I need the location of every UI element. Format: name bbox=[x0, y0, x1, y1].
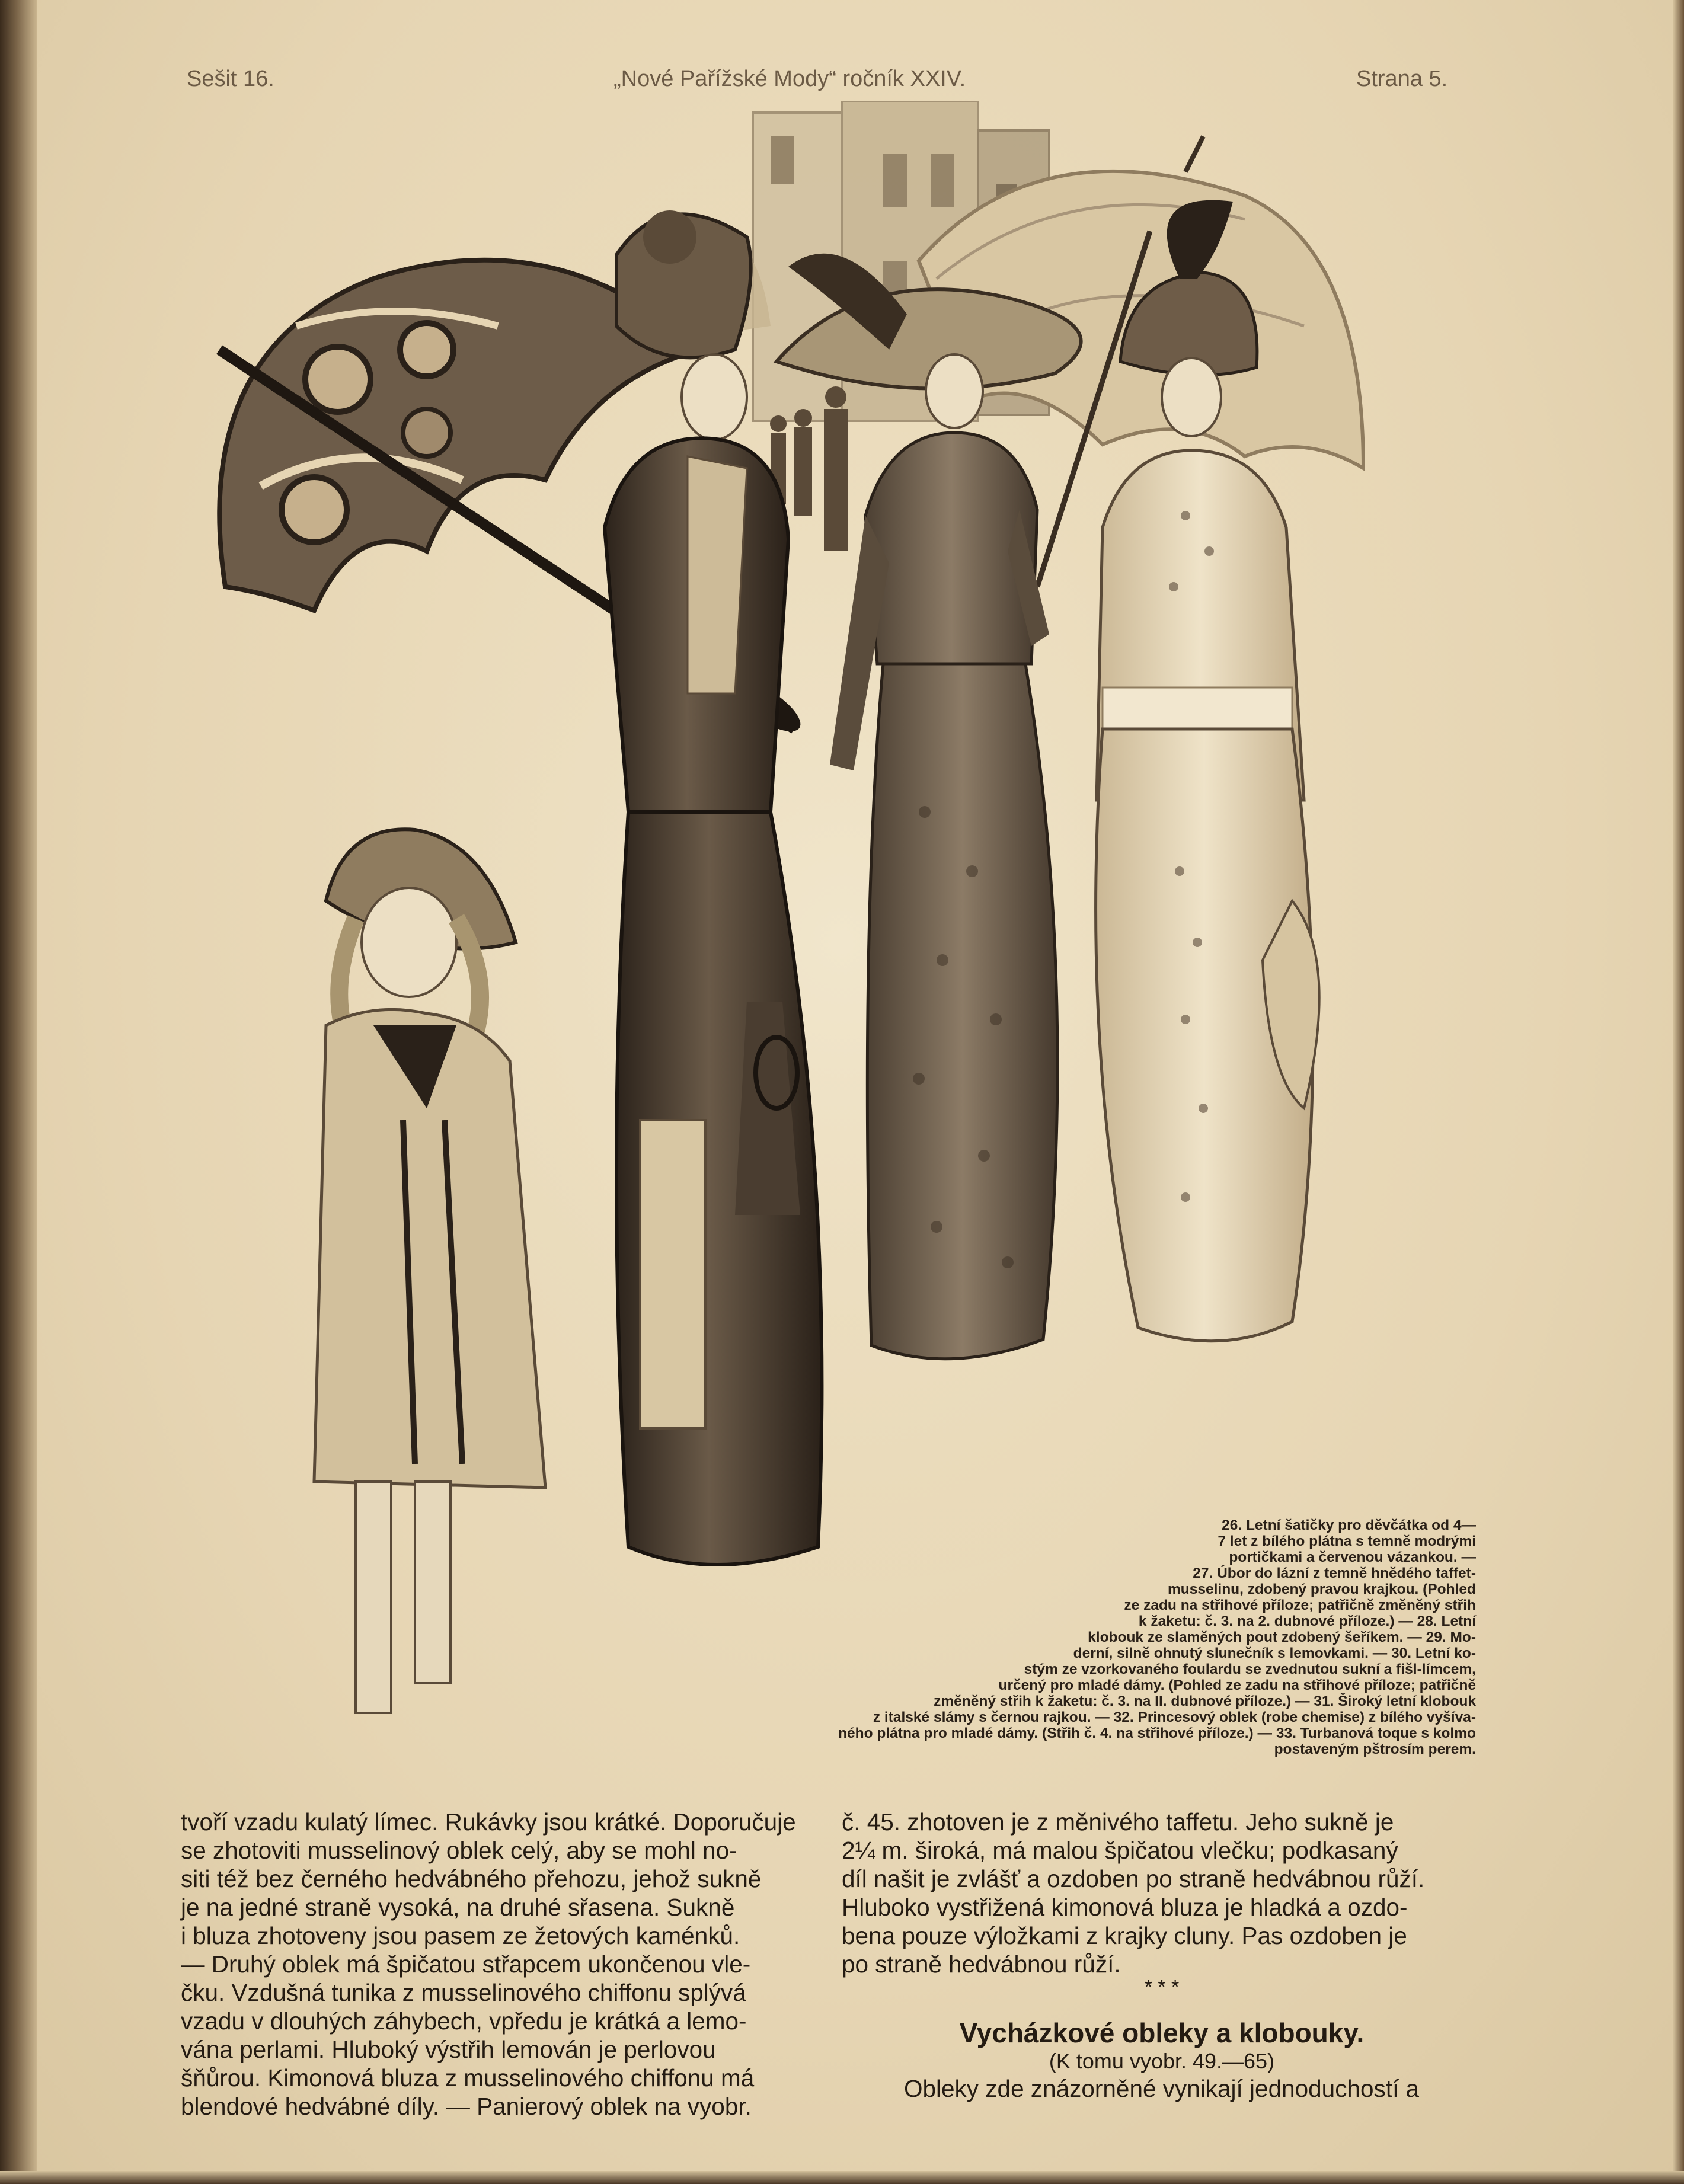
caption-line: z italské slámy s černou rajkou. — 32. Princesový oblek (robe chemise) z bílého vyšíva- bbox=[873, 1709, 1476, 1725]
caption-line: změněný střih k žaketu: č. 3. na II. dubnové příloze.) — 31. Široký letní klobouk bbox=[934, 1693, 1476, 1709]
text-line: č. 45. zhotoven je z měnivého taffetu. Jeho sukně je bbox=[842, 1808, 1394, 1836]
caption-line: určený pro mladé dámy. (Pohled ze zadu na střihové příloze; patřičně bbox=[998, 1677, 1476, 1693]
caption-line: musselinu, zdobený pravou krajkou. (Pohled bbox=[1167, 1581, 1476, 1597]
caption-line: 26. Letní šatičky pro děvčátka od 4— bbox=[1222, 1517, 1476, 1533]
page-bottom-edge bbox=[0, 2171, 1684, 2184]
page-binding bbox=[0, 0, 37, 2184]
text-line: Obleky zde znázorněné vynikají jednoduchostí a bbox=[904, 2075, 1420, 2102]
text-line: 2¼ m. široká, má malou špičatou vlečku; podkasaný bbox=[842, 1837, 1398, 1864]
text-line: díl našit je zvlášť a ozdoben po straně hedvábnou růží. bbox=[842, 1865, 1425, 1892]
caption-line: stým ze vzorkovaného foulardu se zvednutou sukní a fišl-límcem, bbox=[1024, 1661, 1476, 1677]
left-text-column bbox=[181, 1808, 821, 2121]
header-issue: Sešit 16. bbox=[187, 66, 274, 91]
text-line: blendové hedvábné díly. — Panierový oblek na vyobr. bbox=[181, 2093, 752, 2120]
figure-caption bbox=[599, 1517, 1476, 1757]
caption-line: ného plátna pro mladé dámy. (Střih č. 4. na střihové příloze.) — 33. Turbanová toque s kolmo bbox=[838, 1725, 1476, 1741]
text-line: vána perlami. Hluboký výstřih lemován je perlovou bbox=[181, 2036, 716, 2063]
fashion-illustration bbox=[178, 101, 1512, 1760]
text-line: čku. Vzdušná tunika z musselinového chiffonu splývá bbox=[181, 1979, 746, 2006]
caption-line: derní, silně ohnutý slunečník s lemovkami. — 30. Letní ko- bbox=[1073, 1645, 1476, 1661]
caption-line: 7 let z bílého plátna s temně modrými bbox=[1218, 1533, 1476, 1549]
page-right-edge bbox=[1673, 0, 1684, 2184]
section-title: Vycházkové obleky a klobouky. bbox=[959, 2017, 1365, 2048]
text-line: tvoří vzadu kulatý límec. Rukávky jsou krátké. Doporučuje bbox=[181, 1808, 796, 1836]
text-line: i bluza zhotoveny jsou pasem ze žetových kaménků. bbox=[181, 1922, 740, 1949]
text-line: šňůrou. Kimonová bluza z musselinového chiffonu má bbox=[181, 2064, 755, 2092]
caption-line: klobouk ze slaměných pout zdobený šeříkem. — 29. Mo- bbox=[1088, 1629, 1476, 1645]
text-line: Hluboko vystřižená kimonová bluza je hladká a ozdo- bbox=[842, 1894, 1408, 1921]
caption-line: k žaketu: č. 3. na 2. dubnové příloze.) — 28. Letní bbox=[1138, 1613, 1476, 1629]
header-magazine-title: „Nové Pařížské Mody“ ročník XXIV. bbox=[613, 66, 966, 91]
section-subtitle: (K tomu vyobr. 49.—65) bbox=[1049, 2049, 1275, 2073]
text-line: je na jedné straně vysoká, na druhé sřasena. Sukně bbox=[181, 1894, 735, 1921]
text-line: siti též bez černého hedvábného přehozu, jehož sukně bbox=[181, 1865, 762, 1892]
text-line: bena pouze výložkami z krajky cluny. Pas ozdoben je bbox=[842, 1922, 1407, 1949]
caption-line: 27. Úbor do lázní z temně hnědého taffet- bbox=[1193, 1565, 1476, 1581]
text-line: — Druhý oblek má špičatou střapcem ukončenou vle- bbox=[181, 1950, 751, 1978]
section-divider-asterisks: * * * bbox=[1144, 1976, 1180, 1998]
right-text-column bbox=[842, 1808, 1482, 2103]
text-line: po straně hedvábnou růží. bbox=[842, 1950, 1121, 1978]
caption-line: postaveným pštrosím perem. bbox=[1274, 1741, 1476, 1757]
caption-line: ze zadu na střihové příloze; patřičně změněný střih bbox=[1124, 1597, 1476, 1613]
text-line: vzadu v dlouhých záhybech, vpředu je krátká a lemo- bbox=[181, 2007, 747, 2035]
caption-line: portičkami a červenou vázankou. — bbox=[1229, 1549, 1476, 1565]
text-line: se zhotoviti musselinový oblek celý, aby se mohl no- bbox=[181, 1837, 737, 1864]
header-page-number: Strana 5. bbox=[1356, 66, 1448, 91]
